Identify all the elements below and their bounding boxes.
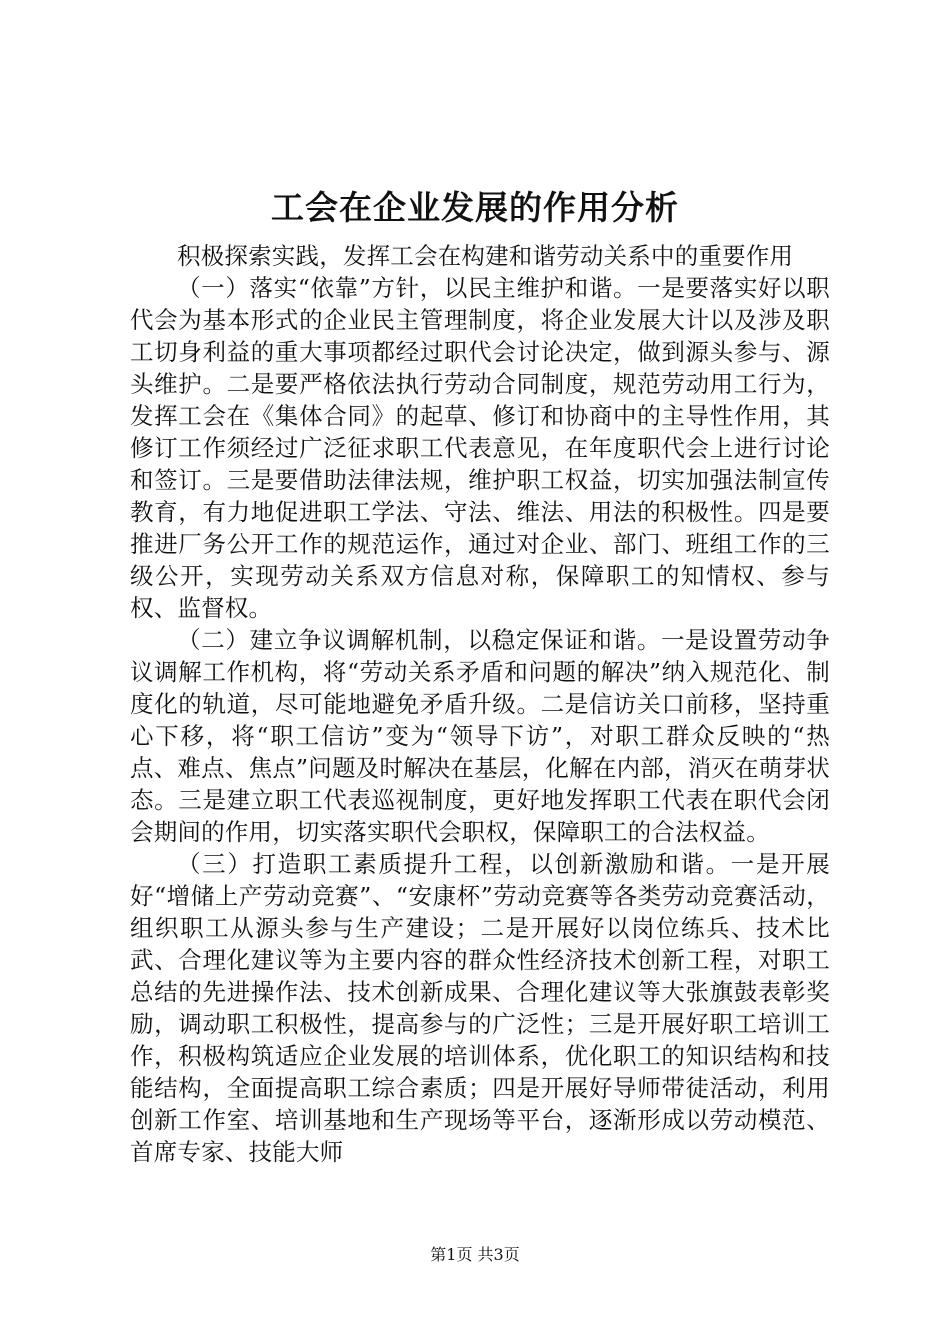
document-title: 工会在企业发展的作用分析 bbox=[271, 188, 679, 227]
paragraph-dispute-mediation: （二）建立争议调解机制，以稳定保证和谐。一是设置劳动争议调解工作机构，将“劳动关系矛盾和问题的解决”纳入规范化、制度化的轨道，尽可能地避免矛盾升级。二是信访关口前移，坚持重心下移，将“职工信访”变为“领导下访”，对职工群众反映的“热点、难点、焦点”问题及时解决在基层，化解在内部，消灭在萌芽状态。三是建立职工代表巡视制度，更好地发挥职工代表在职代会闭会期间的作用，切实落实职代会职权，保障职工的合法权益。 bbox=[130, 626, 830, 846]
page-number-footer: 第1页 共3页 bbox=[430, 1245, 520, 1264]
paragraph-worker-quality: （三）打造职工素质提升工程，以创新激励和谐。一是开展好“增储上产劳动竞赛”、“安康杯”劳动竞赛等各类劳动竞赛活动，组织职工从源头参与生产建设；二是开展好以岗位练兵、技术比武、合理化建议等为主要内容的群众性经济技术创新工程，对职工总结的先进操作法、技术创新成果、合理化建议等大张旗鼓表彰奖励，调动职工积极性，提高参与的广泛性；三是开展好职工培训工作，积极构筑适应企业发展的培训体系，优化职工的知识结构和技能结构，全面提高职工综合素质；四是开展好导师带徒活动，利用创新工作室、培训基地和生产现场等平台，逐渐形成以劳动模范、首席专家、技能大师 bbox=[130, 850, 830, 1166]
paragraph-democracy: （一）落实“依靠”方针，以民主维护和谐。一是要落实好以职代会为基本形式的企业民主管理制度，将企业发展大计以及涉及职工切身利益的重大事项都经过职代会讨论决定，做到源头参与、源头维护。二是要严格依法执行劳动合同制度，规范劳动用工行为，发挥工会在《集体合同》的起草、修订和协商中的主导性作用，其修订工作须经过广泛征求职工代表意见，在年度职代会上进行讨论和签订。三是要借助法律法规，维护职工权益，切实加强法制宣传教育，有力地促进职工学法、守法、维法、用法的积极性。四是要推进厂务公开工作的规范运作，通过对企业、部门、班组工作的三级公开，实现劳动关系双方信息对称，保障职工的知情权、参与权、监督权。 bbox=[130, 274, 830, 622]
section-heading-paragraph: 积极探索实践，发挥工会在构建和谐劳动关系中的重要作用 bbox=[177, 242, 794, 270]
document-body bbox=[130, 240, 830, 1168]
